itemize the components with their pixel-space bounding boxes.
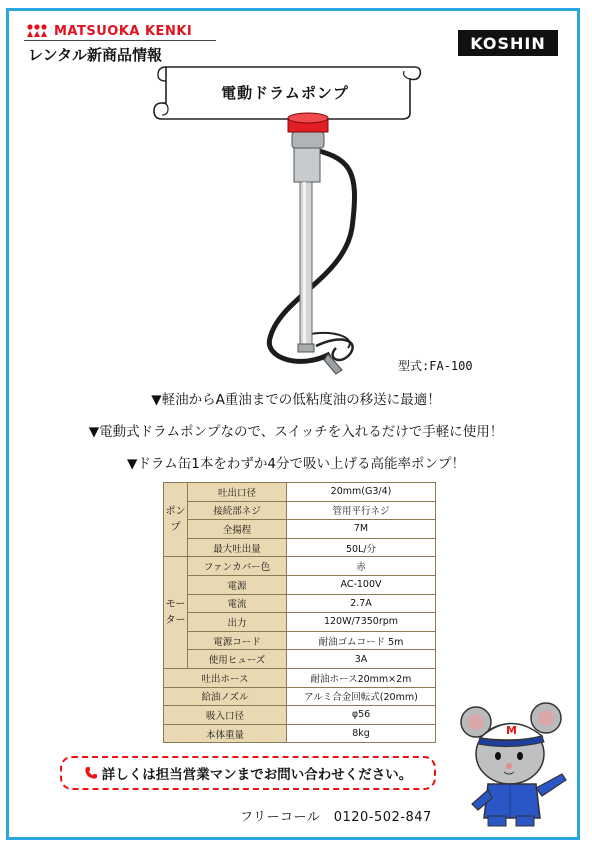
spec-label: 出力: [188, 613, 287, 632]
drum-pump-image: [240, 108, 410, 380]
brand-underline: [24, 40, 216, 41]
feature-3: ▼ドラム缶1本をわずか4分で吸い上げる高能率ポンプ！: [127, 456, 465, 472]
spec-value: アルミ合金回転式(20mm): [287, 687, 436, 706]
spec-value: 50L/分: [287, 538, 436, 557]
spec-label: 電流: [188, 594, 287, 613]
table-row: [164, 706, 436, 725]
mascot-cap-letter: M: [506, 724, 517, 737]
spec-label: 吐出ホース: [164, 668, 287, 687]
spec-table: [163, 482, 436, 743]
banner-title: 電動ドラムポンプ: [221, 84, 349, 102]
spec-label: 最大吐出量: [188, 538, 287, 557]
spec-value: 120W/7350rpm: [287, 613, 436, 632]
table-row: [164, 724, 436, 743]
table-row: [164, 687, 436, 706]
spec-value: 耐油ホース20mm×2m: [287, 668, 436, 687]
table-row: [164, 594, 436, 613]
table-row: [164, 613, 436, 632]
spec-value: 赤: [287, 557, 436, 576]
spec-label: 接続部ネジ: [188, 501, 287, 520]
spec-value: φ56: [287, 706, 436, 725]
maker-logo: KOSHIN: [458, 30, 558, 56]
spec-value: 2.7A: [287, 594, 436, 613]
company-brand: [26, 20, 192, 42]
spec-label: 全揚程: [188, 520, 287, 539]
spec-label: 本体重量: [164, 724, 287, 743]
spec-value: 耐油ゴムコード 5m: [287, 631, 436, 650]
feature-1: ▼軽油からA重油までの低粘度油の移送に最適！: [151, 392, 441, 408]
spec-label: 吸入口径: [164, 706, 287, 725]
spec-label: ファンカバー色: [188, 557, 287, 576]
table-row: [164, 557, 436, 576]
spec-label: 電源: [188, 575, 287, 594]
feature-2: ▼電動式ドラムポンプなので、スイッチを入れるだけで手軽に使用！: [88, 424, 504, 440]
contact-box: [60, 756, 436, 790]
phone-icon: [84, 766, 98, 780]
page-subtitle: レンタル新商品情報: [28, 46, 163, 64]
brand-logo-icon: [26, 23, 48, 39]
category-pump: ポンプ: [164, 483, 188, 557]
freecall-number: フリーコール 0120-502-847: [240, 810, 432, 825]
table-row: [164, 631, 436, 650]
model-number: 型式:FA-100: [398, 359, 473, 373]
spec-label: 給油ノズル: [164, 687, 287, 706]
spec-value: 8kg: [287, 724, 436, 743]
table-row: [164, 520, 436, 539]
spec-value: 3A: [287, 650, 436, 669]
spec-value: 7M: [287, 520, 436, 539]
brand-name: MATSUOKA KENKI: [54, 23, 193, 39]
table-row: [164, 501, 436, 520]
spec-value: AC-100V: [287, 575, 436, 594]
spec-label: 電源コード: [188, 631, 287, 650]
table-row: [164, 650, 436, 669]
table-row: [164, 668, 436, 687]
spec-value: 20mm(G3/4): [287, 483, 436, 502]
table-row: [164, 483, 436, 502]
spec-label: 吐出口径: [188, 483, 287, 502]
contact-text: 詳しくは担当営業マンまでお問い合わせください。: [101, 767, 413, 783]
mouse-mascot-image: [458, 700, 574, 830]
spec-label: 使用ヒューズ: [188, 650, 287, 669]
table-row: [164, 575, 436, 594]
table-row: [164, 538, 436, 557]
spec-value: 管用平行ネジ: [287, 501, 436, 520]
category-motor: モーター: [164, 557, 188, 669]
